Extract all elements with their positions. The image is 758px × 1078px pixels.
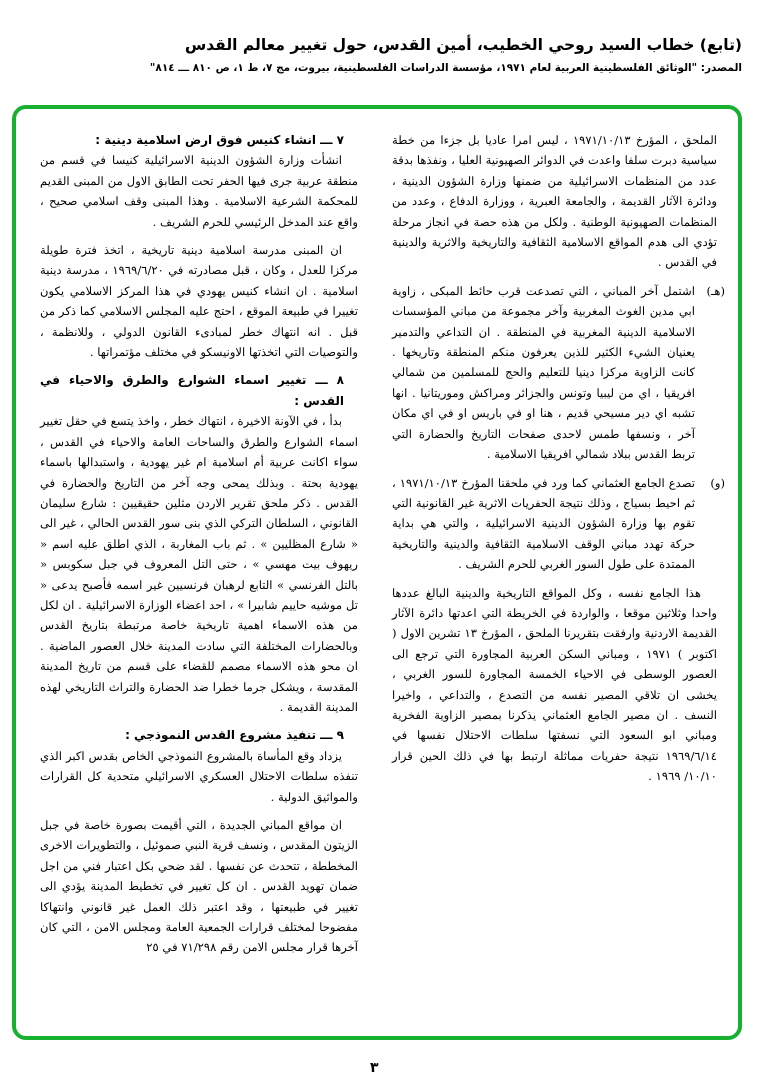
- paragraph: انشأت وزارة الشؤون الدينية الاسرائيلية كنيسا في قسم من منطقة عربية جرى فيها الحفر تحت الطابق الاول من المبنى القديم للمحكمة الشرعية الاسلامية . وهذا المبنى وقف اسلامي صحيح ، واقع عند المدخل الرئيسي للحرم الشريف .: [40, 153, 358, 229]
- item-text: تصدع الجامع العثماني كما ورد في ملحقنا المؤرخ ١٩٧١/١٠/١٣ ، ثم احيط بسياج ، وذلك نتيجة الحفريات الاثرية غير القانونية التي تقوم بها وزارة الشؤون الدينية الاسرائيلية ، والتي هي بداية حركة تهدد مباني الوقف الاسلامية الثقافية والدينية والتاريخية الممتدة على طول السور الغربي للحرم الشريف .: [392, 475, 695, 572]
- closing-paragraph: هذا الجامع نفسه ، وكل المواقع التاريخية والدينية البالغ عددها واحدا وثلاثين موقعا ، والواردة في الخريطة التي اعدتها دائرة الآثار القديمة الاردنية وارفقت بتقريرنا الملحق ، المؤرخ ١٣ تشرين الاول ( اكتوبر ) ١٩٧١ ، ومباني السكن العربية المجاورة التي ترجع الى العصور الوسطى في الاحياء الخمسة المجاورة للسور الغربي ، يخشى ان تلاقي المصير نفسه من التصدع ، والتداعي ، واخيرا النسف . ان مصير الجامع العثماني يذكرنا بمصير الزاوية الفخرية ومباني ابو السعود التي نسفتها سلطات الاحتلال نفسها في ١٩٦٩/٦/١٤ نتيجة حفريات مماثلة ارتبط بها في ذلك الحين قرار ١٠/١٠/ ١٩٦٩ .: [392, 585, 717, 784]
- document-title: (تابع) خطاب السيد روحي الخطيب، أمين القدس، حول تغيير معالم القدس: [184, 36, 742, 54]
- document-header: [42, 34, 742, 76]
- paragraph: ان المبنى مدرسة اسلامية دينية تاريخية ، اتخذ فترة طويلة مركزا للعدل ، وكان ، قبل مصادرته في ١٩٦٩/٦/٢٠ ، مدرسة دينية اسلامية . ان انشاء كنيس يهودي في هذا المركز الاسلامي يكون تغييرا في طبيعة الموقع ، احتج عليه المجلس الاسلامي كما ذكر من قبل . انه انتهاك خطر لمبادىء القانون الدولي ، وللانظمة ، والتوصيات التي اتخذتها الاونيسكو في مختلف مؤتمراتها .: [40, 243, 358, 360]
- right-column: [392, 130, 725, 795]
- section-heading-7: ٧ ـــ انشاء كنيس فوق ارض اسلامية دينية :: [95, 133, 344, 147]
- item-text: اشتمل آخر المباني ، التي تصدعت قرب حائط المبكى ، زاوية ابي مدين الغوث المغربية وآخر مجموعة من مباني المؤسسات الاسلامية الدينية المغربية في المنطقة . ان التداعي والتدمير يعنيان الشيء الكثير للذين يعرفون منكم المنطقة وتاريخها . كانت الزاوية مركزا دينيا للتعليم والحج للمسلمين من شمالي افريقيا ، اي من ليبيا وتونس والجزائر ومراكش وموريتانيا . انها تشبه اي دير مسيحي قديم ، هنا او في باريس او في اي مكان آخر ، ونسفها طمس لاحدى صفحات التاريخ والحضارة التي تربط القدس ببلاد شمالي افريقيا الاسلامية .: [392, 283, 695, 462]
- list-item-w: [392, 473, 725, 575]
- item-marker: (و): [710, 475, 725, 490]
- list-item-h: [392, 281, 725, 465]
- paragraph: ان مواقع المباني الجديدة ، التي أقيمت بصورة خاصة في جبل الزيتون المقدس ، ونسف قرية النبي صموئيل ، والتطويرات الاخرى المخططة ، تتحدث عن نفسها . لقد ضحي بكل اعتبار فني من اجل ضمان تهويد القدس . ان كل تغيير في تخطيط المدينة يؤدي الى تغيير في طبيعتها ، وقد اعتبر ذلك العمل غير قانوني وانتهاكا مفضوحا لمختلف قرارات الجمعية العامة ومجلس الامن ، التي كان آخرها قرار مجلس الامن رقم ٧١/٢٩٨ في ٢٥: [40, 818, 358, 955]
- intro-paragraph: الملحق ، المؤرخ ١٩٧١/١٠/١٣ ، ليس امرا عاديا بل جزءا من خطة سياسية دبرت سلفا واعدت في الدوائر الصهيونية العليا ، ونفذها بدقة عدد من المنظمات الاسرائيلية من ضمنها وزارة الشؤون الدينية ، ودائرة الآثار القديمة ، والجامعة العبرية ، ووزارة الدفاع ، وعدد من المنظمات الصهيونية الوطنية . ولكل من هذه حصة في انجاز مرحلة تؤدي الى هدم المواقع الاسلامية الثقافية والتاريخية والاثرية والدينية في القدس .: [392, 133, 717, 270]
- section-heading-8: ٨ ـــ تغيير اسماء الشوارع والطرق والاحياء في القدس :: [40, 373, 344, 408]
- source-citation: المصدر: "الوثائق الفلسطينية العربية لعام ١٩٧١، مؤسسة الدراسات الفلسطينية، بيروت، مج ٧، ط ١، ص ٨١٠ ـــ ٨١٤": [149, 62, 742, 74]
- section-heading-9: ٩ ـــ تنفيذ مشروع القدس النموذجي :: [125, 728, 344, 743]
- item-marker: (هـ): [706, 283, 725, 298]
- paragraph: يزداد وقع المأساة بالمشروع النموذجي الخاص بقدس اكبر الذي تنفذه سلطات الاحتلال العسكري الاسرائيلي متحدية كل القرارات والمواثيق الدولية .: [40, 748, 358, 804]
- paragraph: بدأ ، في الآونة الاخيرة ، انتهاك خطر ، واخذ يتسع في حقل تغيير اسماء الشوارع والطرق والساحات العامة والاحياء في القدس ، سواء اكانت عربية أم اسلامية ام غير يهودية ، واستبدالها باسماء يهودية بحتة . وبذلك يمحى وجه آخر من التاريخ والحضارة في القدس . ذكر ملحق تقرير الاردن مثلين حقيقيين : شارع سليمان القانوني ، السلطان التركي الذي بنى سور القدس الحالي ، غير الى « شارع المظليين » . ثم باب المغاربة ، الذي اطلق عليه اسم « ريهوف بيت مهسي » ، حتى التل المعروف في جبل سكوبس « بالتل الفرنسي » التابع لرهبان فرنسيين غير اسمه فأصبح يدعى « تل موشيه حاييم شابيرا » ، احد اعضاء الوزارة الاسرائيلية . ان لكل من هذه الاسماء اهمية تاريخية خاصة مرتبطة بتاريخ القدس وبالحضارات المختلفة التي سادت المدينة خلال العصور الماضية . ان محو هذه الاسماء مصمم للقضاء على قسم من تاريخ المدينة المقدسة ، ويشكل جرما خطرا ضد الحضارة والتراث التاريخي لهذه المدينة القديمة .: [40, 414, 358, 714]
- left-column: [40, 130, 358, 966]
- page-number: ٣: [370, 1060, 379, 1076]
